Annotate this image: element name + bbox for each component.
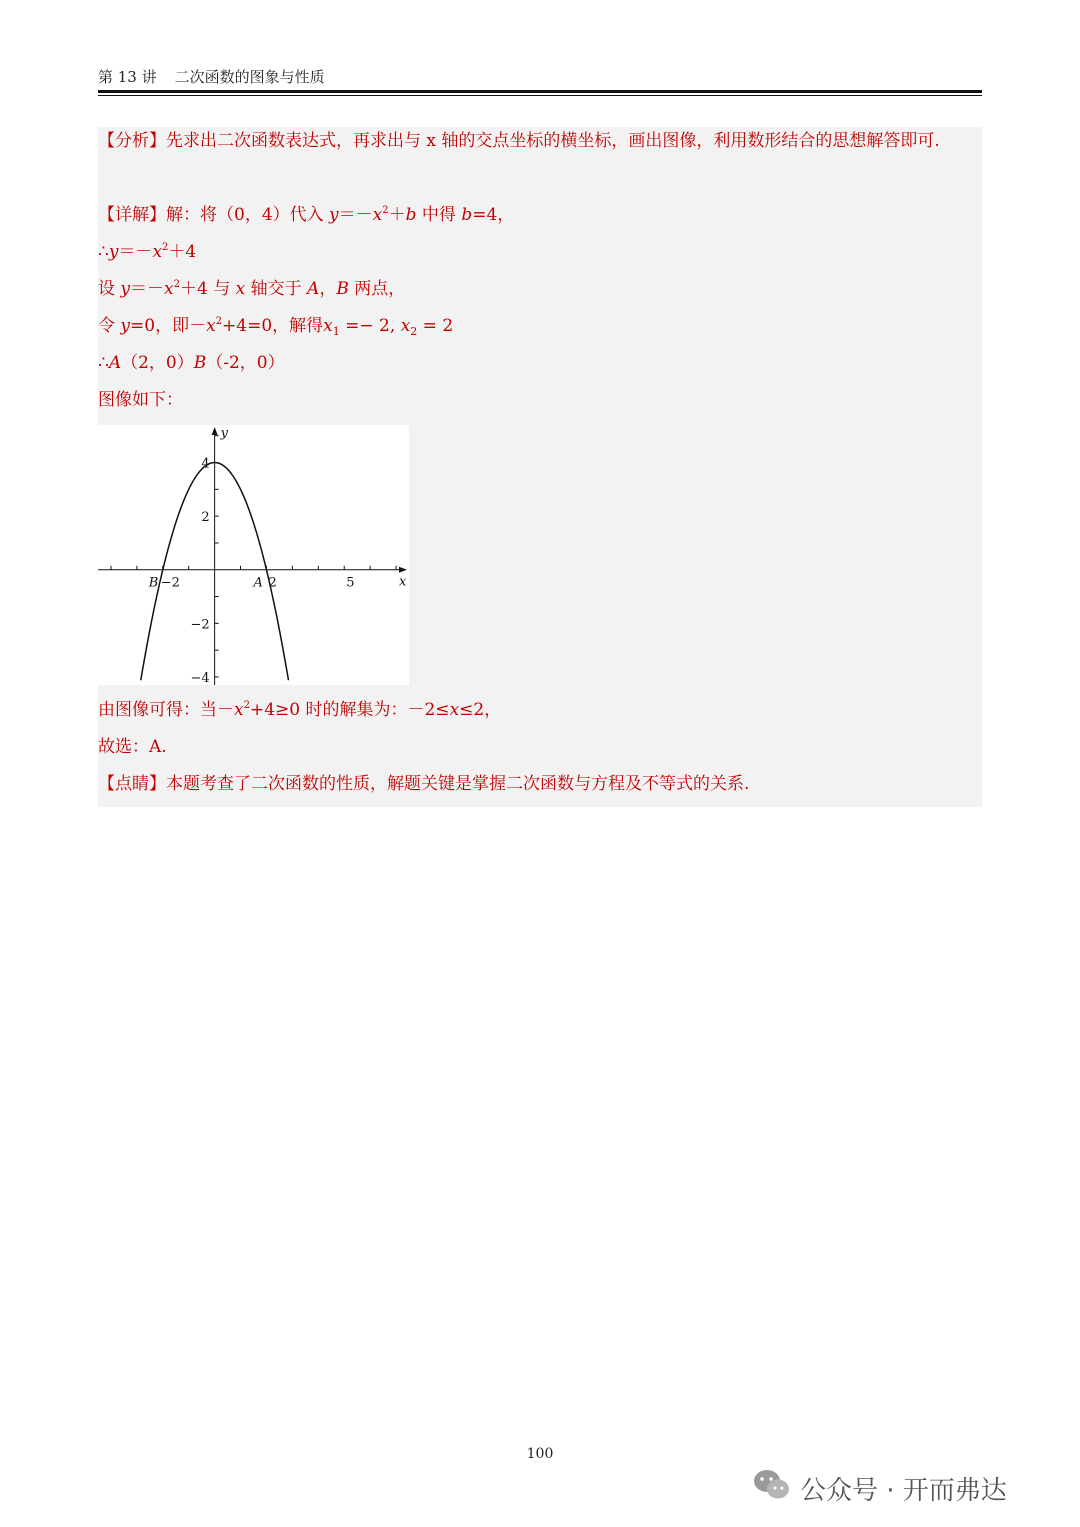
x-tick-label: 5 (346, 575, 355, 591)
comment-tag: 【点睛】 (98, 774, 166, 794)
comment-text: 本题考查了二次函数的性质，解题关键是掌握二次函数与方程及不等式的关系. (166, 774, 750, 794)
detail-line-7: 由图像可得：当$-x^2+4\ge 0$ 时的解集为：－2≤x≤2， (98, 700, 502, 720)
y-tick-label: 4 (201, 456, 210, 472)
detail-line-3: 设 $y=-x^2+4$ 与 x 轴交于 A，B 两点， (98, 279, 406, 299)
equation-result: $y=-x^2+4$ (108, 242, 197, 262)
analysis-text: 先求出二次函数表达式，再求出与 x 轴的交点坐标的横坐标，画出图像，利用数形结合的思想解答即可. (166, 131, 940, 151)
parabola-svg (98, 425, 409, 685)
analysis-paragraph (98, 123, 978, 160)
detail-line-2: $\therefore y=-x^2+4$ (98, 242, 197, 262)
lecture-title: 二次函数的图象与性质 (174, 68, 325, 86)
detail-line-1: 【详解】解：将（0，4）代入 $y=-x^2+b$ 中得 b=4， (98, 205, 515, 225)
detail-line-4: 令 y=0，即$-x^2+4=0$，解得$x_1 =- 2$, $x_2 = 2$ (98, 316, 454, 338)
watermark (752, 1468, 1007, 1509)
comment-paragraph (98, 773, 749, 795)
point-label-a: A (253, 575, 263, 591)
detail-line-6: 图像如下： (98, 390, 183, 410)
point-label-b: B (148, 575, 159, 591)
detail-tag: 【详解】 (98, 205, 166, 225)
y-axis-arrow (212, 427, 218, 435)
detail-line-5: ∴A（2，0）B（-2，0） (98, 353, 285, 373)
detail-line-8: 故选：A. (98, 737, 167, 757)
x-tick-label: 2 (268, 575, 277, 591)
equation-general: $y=-x^2+b$ (329, 205, 417, 225)
watermark-text: 公众号 · 开而弗达 (800, 1476, 1007, 1506)
x-axis-label: x (399, 574, 407, 590)
wechat-icon (752, 1468, 792, 1509)
parabola-graph (98, 425, 409, 685)
lecture-number: 第 13 讲 (98, 68, 157, 86)
x-axis-arrow (399, 567, 407, 573)
roots: $x_1 =- 2$, $x_2 = 2$ (323, 316, 454, 338)
y-tick-label: −2 (190, 617, 210, 633)
header-rule-thick (98, 90, 982, 93)
analysis-tag: 【分析】 (98, 131, 166, 151)
y-axis-label: y (220, 426, 228, 441)
y-tick-label: 2 (201, 510, 210, 526)
running-header (98, 66, 325, 87)
x-tick-label: −2 (160, 575, 180, 591)
y-tick-label: −4 (190, 670, 210, 685)
header-rule-thin (98, 95, 982, 96)
page-number: 100 (526, 1446, 554, 1462)
